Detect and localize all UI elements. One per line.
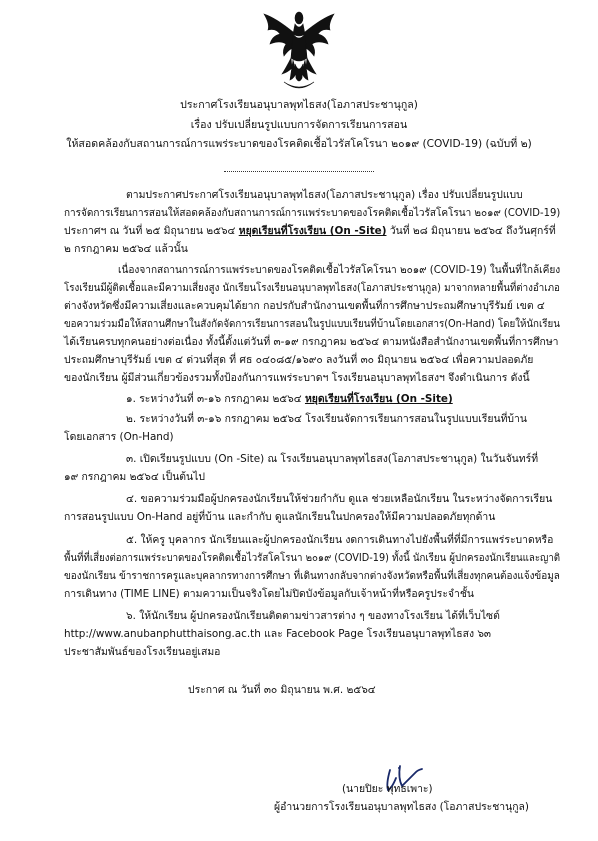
para1-line3: ประกาศฯ ณ วันที่ ๒๕ มิถุนายน ๒๕๖๔ หยุดเรียนที่โรงเรียน (On -Site) วันที่ ๒๘ มิถุนายน ๒๕๖๔ ถึงวันศุกร์ที่ — [64, 225, 556, 237]
announcement-subject-cont: ให้สอดคล้องกับสถานการณ์การแพร่ระบาดของโรคติดเชื้อไวรัสโคโรนา ๒๐๑๙ (COVID-19) (ฉบับที่ ๒) — [66, 138, 532, 150]
list-item-3-cont: ๑๙ กรกฎาคม ๒๕๖๔ เป็นต้นไป — [64, 471, 205, 483]
announcement-subject: เรื่อง ปรับเปลี่ยนรูปแบบการจัดการเรียนการสอน — [190, 119, 408, 131]
para2-line3: ต่างจังหวัดซึ่งมีความเสี่ยงและควบคุมได้ยาก กอปรกับสำนักงานเขตพื้นที่การศึกษาประถมศึกษาบุรีรัมย์ เขต ๔ — [64, 300, 545, 312]
website-link: http://www.anubanphutthaisong.ac.th และ Facebook Page โรงเรียนอนุบาลพุทไธสง ๖๓ — [64, 628, 492, 640]
para2-line4: ขอความร่วมมือให้สถานศึกษาในสังกัดจัดการเรียนการสอนในรูปแบบเรียนที่บ้านโดยเอกสาร(On-Hand) โดยให้นักเรียน — [64, 318, 560, 330]
list-item-5: ๕. ให้ครู บุคลากร นักเรียนและผู้ปกครองนักเรียน งดการเดินทางไปยังพื้นที่ที่มีการแพร่ระบาดหรือ — [126, 534, 554, 546]
list-item-4: ๔. ขอความร่วมมือผู้ปกครองนักเรียนให้ช่วยกำกับ ดูแล ช่วยเหลือนักเรียน ในระหว่างจัดการเรียน — [126, 493, 553, 505]
announcement-heading: ประกาศโรงเรียนอนุบาลพุทไธสง(โอภาสประชานุกูล) — [180, 99, 418, 111]
list-item-5-cont2: ของนักเรียน ข้าราชการครูและบุคลากรทางการศึกษา ที่เดินทางกลับจากต่างจังหวัดหรือพื้นที่เสี่ยงทุกคนต้องแจ้งข้อมูล — [64, 570, 560, 582]
para2-line5: ได้เรียนครบทุกคนอย่างต่อเนื่อง ทั้งนี้ตั้งแต่วันที่ ๓-๑๙ กรกฎาคม ๒๕๖๔ ตามหนังสือสำนักงานเขตพื้นที่การศึกษา — [64, 336, 559, 348]
para2-line2: โรงเรียนมีผู้ติดเชื้อและมีความเสี่ยงสูง นักเรียนโรงเรียนอนุบาลพุทไธสง(โอภาสประชานุกูล) มาจากหลายพื้นที่ต่างอำเภอ — [64, 282, 560, 294]
announcement-date: ประกาศ ณ วันที่ ๓๐ มิถุนายน พ.ศ. ๒๕๖๔ — [188, 684, 376, 696]
para1-line2: การจัดการเรียนการสอนให้สอดคล้องกับสถานการณ์การแพร่ระบาดของโรคติดเชื้อไวรัสโคโรนา ๒๐๑๙ (COVID-19) — [64, 207, 561, 219]
closure-highlight: หยุดเรียนที่โรงเรียน (On -Site) — [238, 225, 387, 237]
list-item-3: ๓. เปิดเรียนรูปแบบ (On -Site) ณ โรงเรียนอนุบาลพุทไธสง(โอภาสประชานุกูล) ในวันจันทร์ที่ — [126, 453, 539, 465]
para2-line6: ประถมศึกษาบุรีรัมย์ เขต ๔ ด่วนที่สุด ที่ ศธ ๐๔๐๘๕/๑๖๙๐ ลงวันที่ ๓๐ มิถุนายน ๒๕๖๔ เพื่อความปลอดภัย — [64, 354, 534, 366]
list-item-6: ๖. ให้นักเรียน ผู้ปกครองนักเรียนติดตามข่าวสารต่าง ๆ ของทางโรงเรียน ได้ที่เว็บไซต์ — [126, 610, 500, 622]
closure-highlight-2: หยุดเรียนที่โรงเรียน (On -Site) — [304, 393, 453, 405]
signer-position: ผู้อำนวยการโรงเรียนอนุบาลพุทไธสง (โอภาสประชานุกูล) — [274, 801, 529, 813]
para1-line4: ๒ กรกฎาคม ๒๕๖๔ แล้วนั้น — [64, 243, 188, 255]
list-item-5-cont3: การเดินทาง (TIME LINE) ตามความเป็นจริงโดยไม่ปิดบังข้อมูลกับเจ้าหน้าที่หรือครูประจำชั้น — [64, 588, 475, 600]
list-item-4-cont: การสอนรูปแบบ On-Hand อยู่ที่บ้าน และกำกับ ดูแลนักเรียนในปกครองให้มีความปลอดภัยทุกด้าน — [64, 511, 496, 523]
para1-line1: ตามประกาศประกาศโรงเรียนอนุบาลพุทไธสง(โอภาสประชานุกูล) เรื่อง ปรับเปลี่ยนรูปแบบ — [126, 189, 523, 201]
list-item-6-cont: ประชาสัมพันธ์ของโรงเรียนอยู่เสมอ — [64, 646, 221, 658]
list-item-2-cont: โดยเอกสาร (On-Hand) — [64, 431, 174, 443]
list-item-1: ๑. ระหว่างวันที่ ๓-๑๖ กรกฎาคม ๒๕๖๔ หยุดเรียนที่โรงเรียน (On -Site) — [126, 393, 453, 405]
list-item-2: ๒. ระหว่างวันที่ ๓-๑๖ กรกฎาคม ๒๕๖๔ โรงเรียนจัดการเรียนการสอนในรูปแบบเรียนที่บ้าน — [126, 413, 527, 425]
garuda-emblem-icon — [262, 8, 336, 94]
signer-name: (นายปิยะ พุทธเพาะ) — [342, 783, 433, 795]
para2-line7: ของนักเรียน ผู้มีส่วนเกี่ยวข้องรวมทั้งป้องกันการแพร่ระบาดฯ โรงเรียนอนุบาลพุทไธสงฯ จึงดำเนินการ ดังนี้ — [64, 372, 530, 384]
list-item-5-cont1: พื้นที่ที่เสี่ยงต่อการแพร่ระบาดของโรคติดเชื้อไวรัสโคโรนา ๒๐๑๙ (COVID-19) ทั้งนี้ นักเรียน ผู้ปกครองนักเรียนและญาติ — [64, 552, 561, 564]
divider — [224, 171, 374, 172]
para2-line1: เนื่องจากสถานการณ์การแพร่ระบาดของโรคติดเชื้อไวรัสโคโรนา ๒๐๑๙ (COVID-19) ในพื้นที่ใกล้เคียง — [118, 264, 561, 276]
